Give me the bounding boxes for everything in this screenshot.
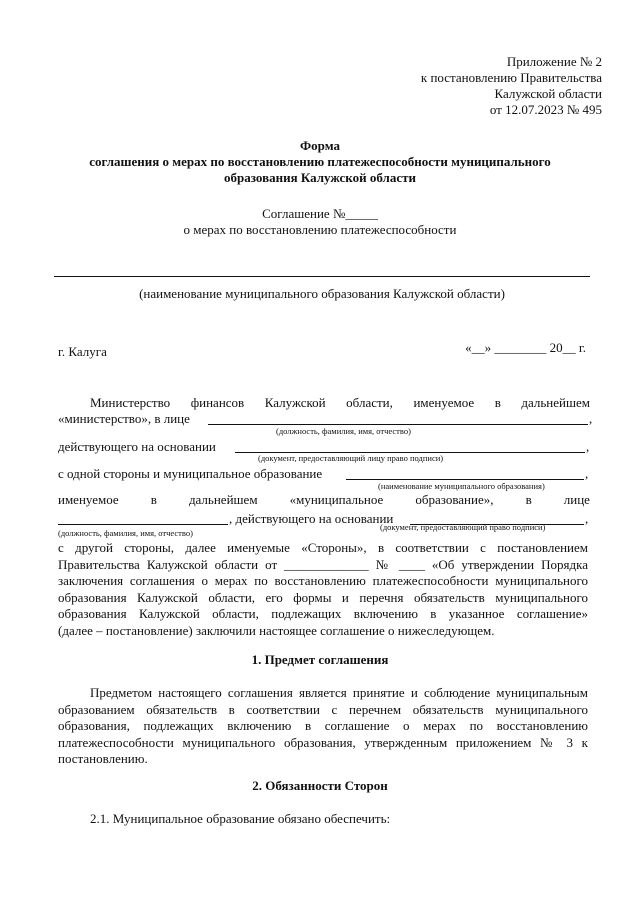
- intro-body: [58, 540, 588, 639]
- intro-word: в: [494, 395, 501, 410]
- intro-word: в: [525, 492, 532, 507]
- intro-word: в: [150, 492, 157, 507]
- comma: ,: [585, 511, 589, 526]
- caption-signing-document: (документ, предоставляющий лицу право подписи): [258, 453, 444, 463]
- form-title-line-1: Форма: [300, 138, 340, 153]
- body-line: Предметом настоящего соглашения является принятие и соблюдение муниципальным: [90, 685, 588, 700]
- caption-position-name: (должность, фамилия, имя, отчество): [276, 426, 411, 436]
- section-2-item-1: 2.1. Муниципальное образование обязано обеспечить:: [90, 811, 391, 826]
- appendix-line-1: Приложение № 2: [506, 54, 602, 69]
- caption-position-name-2: (должность, фамилия, имя, отчество): [58, 528, 193, 538]
- form-title-line-2: соглашения о мерах по восстановлению платежеспособности муниципального: [89, 154, 551, 169]
- appendix-line-3: Калужской области: [494, 86, 602, 101]
- comma: ,: [589, 411, 593, 426]
- intro-word: финансов: [190, 395, 245, 410]
- body-line: образования Калужской области, подлежащих включению в указанное соглашение»: [58, 606, 588, 621]
- comma: ,: [585, 466, 589, 481]
- intro-line-1: [90, 395, 590, 411]
- appendix-block: [342, 54, 602, 118]
- section-1-heading: 1. Предмет соглашения: [251, 652, 389, 667]
- caption-signing-document-2: (документ, предоставляющий право подписи): [380, 522, 546, 532]
- intro-line-5: [58, 492, 590, 508]
- appendix-line-2: к постановлению Правительства: [420, 70, 602, 85]
- body-line: платежеспособности муниципального образования, утвержденным приложением № 3 к: [58, 734, 588, 750]
- representative-field[interactable]: [208, 424, 588, 425]
- comma: ,: [586, 439, 590, 454]
- intro-word: Калужской: [264, 395, 326, 410]
- body-line: (далее – постановление) заключили настоящее соглашение о нижеследующем.: [58, 622, 495, 638]
- intro-word: лице: [563, 492, 590, 507]
- form-title: [40, 138, 600, 186]
- place-text: г. Калуга: [58, 344, 107, 359]
- municipality-field[interactable]: [346, 479, 584, 480]
- body-line: заключения соглашения о мерах по восстановлению платежеспособности муниципального: [58, 573, 588, 588]
- appendix-line-4: от 12.07.2023 № 495: [489, 102, 602, 117]
- intro-word: Министерство: [90, 395, 171, 410]
- body-line: постановлению.: [58, 751, 148, 766]
- agreement-title: [40, 206, 600, 238]
- body-line: образования, подлежащих включению в соглашение о мерах по восстановлению: [58, 718, 588, 733]
- body-line: с другой стороны, далее именуемые «Стороны», в соответствии с постановлением: [58, 540, 588, 555]
- intro-line-4: с одной стороны и муниципальное образование: [58, 466, 323, 481]
- body-line: образованием обязательств в соответствии с перечнем обязательств муниципального: [58, 701, 588, 717]
- body-line: Правительства Калужской области от _____________ № ____ «Об утверждении Порядка: [58, 556, 588, 572]
- intro-word: образование»,: [415, 492, 494, 507]
- intro-line-2: «министерство», в лице: [58, 411, 190, 426]
- intro-word: именуемое: [413, 395, 475, 410]
- agreement-title-line-1: Соглашение №_____: [262, 206, 378, 221]
- section-2-heading: 2. Обязанности Сторон: [252, 778, 388, 793]
- intro-word: дальнейшем: [521, 395, 590, 410]
- intro-word: дальнейшем: [188, 492, 258, 507]
- section-1-body: [58, 685, 588, 768]
- intro-line-3: действующего на основании: [58, 439, 216, 454]
- date-field[interactable]: «__» ________ 20__ г.: [465, 340, 586, 355]
- municipality-representative-field[interactable]: [58, 524, 228, 525]
- body-line: образования Калужской области, его формы и перечня обязательств муниципального: [58, 589, 588, 605]
- caption-municipality-name: (наименование муниципального образования): [378, 481, 545, 491]
- form-title-line-3: образования Калужской области: [224, 170, 416, 185]
- intro-word: области,: [346, 395, 393, 410]
- intro-word: «муниципальное: [289, 492, 384, 507]
- municipality-name-line[interactable]: [54, 276, 590, 277]
- municipality-caption: (наименование муниципального образования Калужской области): [139, 286, 505, 301]
- intro-line-6: , действующего на основании: [229, 511, 394, 526]
- agreement-title-line-2: о мерах по восстановлению платежеспособности: [183, 222, 457, 237]
- intro-word: именуемое: [58, 492, 119, 507]
